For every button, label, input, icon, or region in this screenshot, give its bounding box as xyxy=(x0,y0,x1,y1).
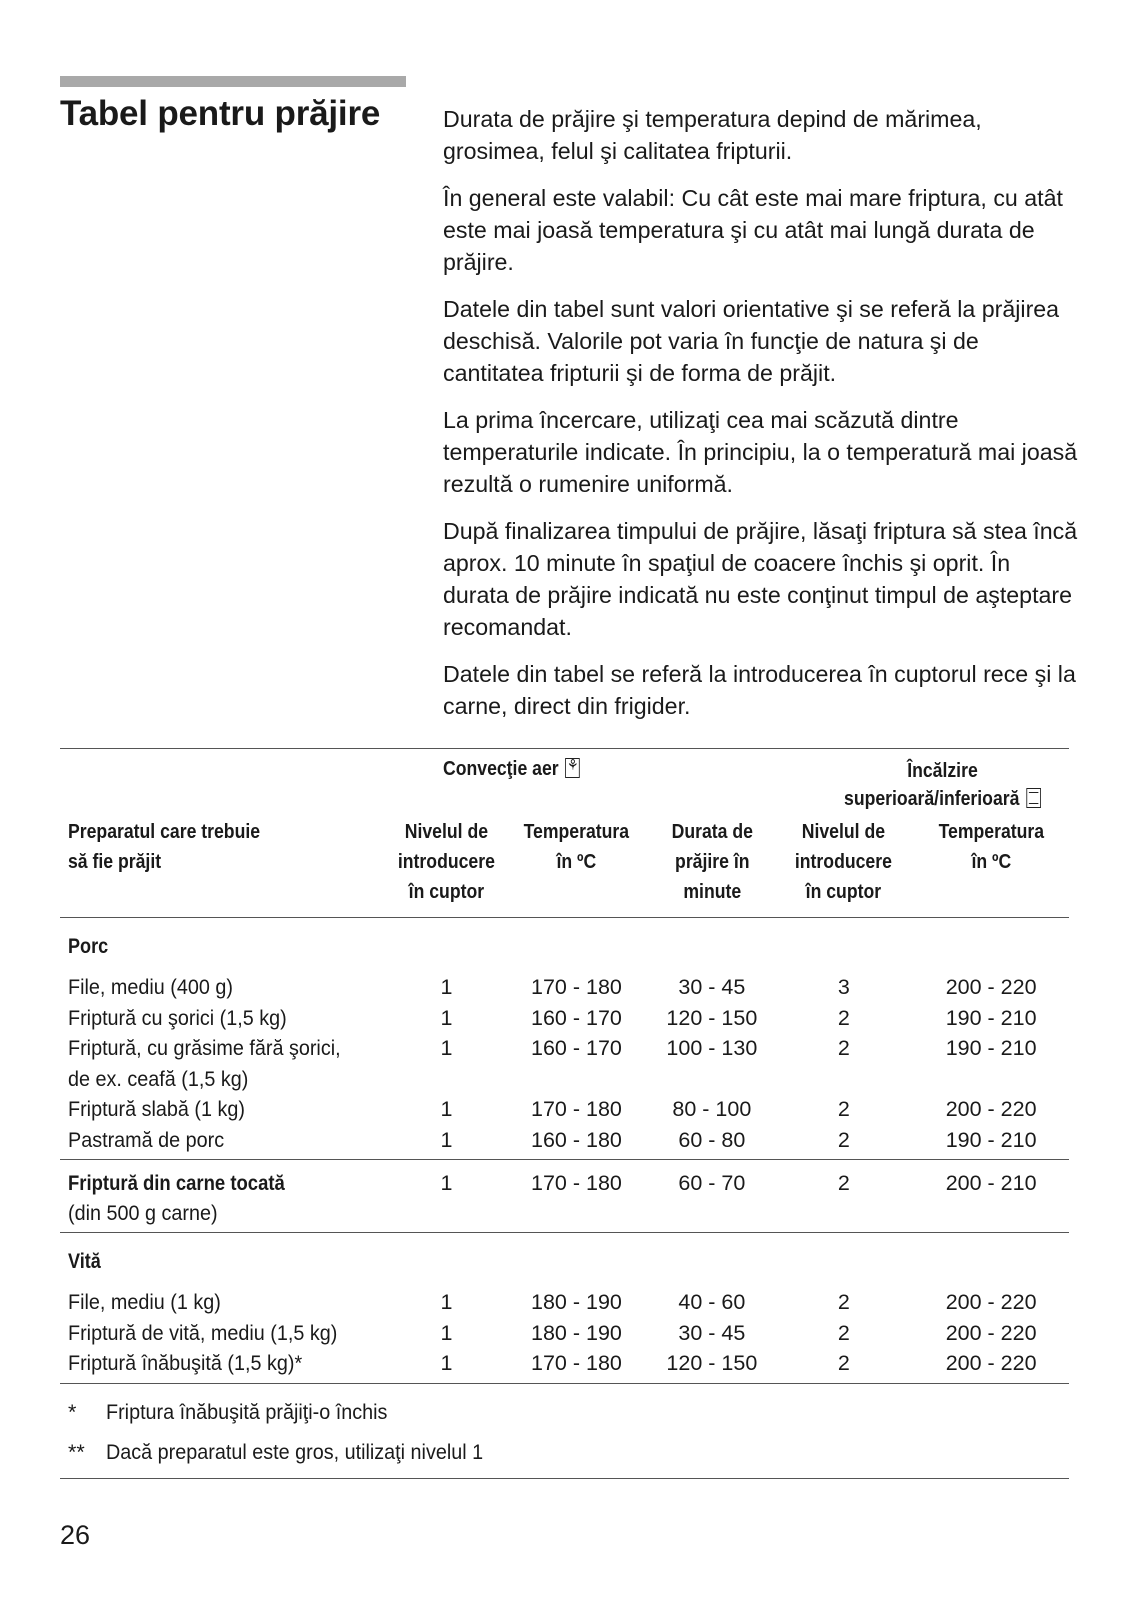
roasting-table xyxy=(60,748,1069,1479)
col-header-line: minute xyxy=(682,880,741,903)
cell-durata: 100 - 130 xyxy=(666,1036,758,1060)
table-group-header xyxy=(60,749,1069,817)
row-name: Pastramă de porc xyxy=(68,1127,225,1152)
cell-durata: 80 - 100 xyxy=(672,1097,752,1121)
col-header-line: prăjire în xyxy=(674,850,750,873)
cell-nivel-incalzire: 2 xyxy=(837,1320,850,1345)
row-name: File, mediu (400 g) xyxy=(68,975,233,999)
footnote xyxy=(60,1392,1069,1432)
cell-nivel-incalzire: 2 xyxy=(837,1036,850,1060)
col-header-line: Temperatura xyxy=(938,820,1044,843)
row-name: Friptură de vită, mediu (1,5 kg) xyxy=(68,1320,338,1345)
cell-temp-incalzire: 200 - 220 xyxy=(945,1290,1037,1314)
col-header-nivel-incalzire xyxy=(774,817,913,917)
fan-icon xyxy=(566,758,581,778)
intro-paragraph: La prima încercare, utilizaţi cea mai scăzută dintre temperaturile indicate. În principiu, la o temperatură mai joasă rezultă o rumenire uniformă. xyxy=(443,407,1078,497)
col-header-line: Nivelul de xyxy=(404,820,489,843)
footnote-mark: ** xyxy=(68,1439,85,1464)
table-row xyxy=(60,1348,1069,1379)
intro-paragraph: În general este valabil: Cu cât este mai mare friptura, cu atât este mai joasă temperatura şi cu atât mai lungă durata de prăjire. xyxy=(443,185,1063,275)
table-row xyxy=(60,1318,1069,1349)
intro-text xyxy=(443,103,1078,737)
page-number: 26 xyxy=(60,1520,91,1550)
group-header-incalzire xyxy=(828,757,1057,813)
col-header-line: în cuptor xyxy=(806,880,882,903)
row-name: Friptură cu şorici (1,5 kg) xyxy=(68,1005,287,1030)
cell-nivel-incalzire: 2 xyxy=(837,1351,850,1375)
cell-temp-convectie: 160 - 170 xyxy=(531,1036,622,1060)
intro-paragraph: După finalizarea timpului de prăjire, lăsaţi friptura să stea încă aprox. 10 minute în spaţiul de coacere închis şi oprit. În durata de prăjire indicată nu este conţinut timpul de aşteptare recomandat. xyxy=(443,518,1078,640)
footnote xyxy=(60,1432,1069,1472)
col-header-preparat xyxy=(60,817,389,917)
cell-nivel-incalzire: 3 xyxy=(837,975,850,999)
section-top-rule xyxy=(60,76,406,87)
cell-temp-incalzire: 190 - 210 xyxy=(945,1127,1037,1152)
cell-nivel-convectie: 1 xyxy=(440,1351,453,1375)
col-header-line: Nivelul de xyxy=(802,820,886,843)
footnote-mark: * xyxy=(68,1399,77,1424)
group-incalzire-label-1: Încălzire xyxy=(907,759,978,782)
cell-temp-incalzire: 200 - 220 xyxy=(945,975,1037,999)
col-header-line: introducere xyxy=(397,850,495,873)
cell-temp-incalzire: 190 - 210 xyxy=(945,1005,1037,1030)
row-name: Friptură înăbuşită (1,5 kg)* xyxy=(68,1351,303,1375)
cell-nivel-incalzire: 2 xyxy=(837,1005,850,1030)
table-row xyxy=(60,1168,1069,1228)
table-row xyxy=(60,1033,1069,1094)
cell-temp-convectie: 170 - 180 xyxy=(531,1097,622,1121)
row-name: File, mediu (1 kg) xyxy=(68,1290,221,1314)
col-header-line: introducere xyxy=(795,850,893,873)
cell-temp-incalzire: 200 - 220 xyxy=(945,1320,1037,1345)
row-name: Friptură slabă (1 kg) xyxy=(68,1097,245,1121)
section-minced xyxy=(60,1160,1069,1232)
rows-porc xyxy=(60,972,1069,1155)
table-bottom-rule xyxy=(60,1478,1069,1479)
cell-temp-convectie: 180 - 190 xyxy=(531,1320,622,1345)
intro-paragraph: Datele din tabel sunt valori orientative şi se referă la prăjirea deschisă. Valorile pot varia în funcţie de natura şi de cantitatea fripturii şi de forma de prăjit. xyxy=(443,296,1060,386)
col-header-durata xyxy=(649,817,774,917)
table-row xyxy=(60,1003,1069,1034)
section-porc xyxy=(60,918,1069,1159)
footnote-text: Friptura înăbuşită prăjiţi-o închis xyxy=(106,1399,388,1424)
table-row xyxy=(60,1287,1069,1318)
section-title-vita: Vită xyxy=(68,1250,101,1273)
cell-durata: 120 - 150 xyxy=(666,1005,758,1030)
col-header-line: Preparatul care trebuie xyxy=(68,820,261,843)
col-header-line: în cuptor xyxy=(408,880,485,903)
cell-durata: 40 - 60 xyxy=(678,1290,746,1314)
col-header-line: în ºC xyxy=(971,850,1011,873)
cell-nivel-convectie: 1 xyxy=(440,1290,453,1314)
cell-nivel-convectie: 1 xyxy=(440,1320,453,1345)
cell-nivel-incalzire: 2 xyxy=(837,1290,850,1314)
group-header-convectie xyxy=(443,757,580,781)
col-header-temp-incalzire xyxy=(913,817,1069,917)
table-column-headers xyxy=(60,817,1069,917)
cell-nivel-convectie: 1 xyxy=(440,1097,453,1121)
row-name: de ex. ceafă (1,5 kg) xyxy=(68,1066,249,1091)
footnotes xyxy=(60,1384,1069,1472)
group-incalzire-label-2: superioară/inferioară xyxy=(844,787,1020,810)
cell-temp-convectie: 160 - 170 xyxy=(531,1005,622,1030)
cell-durata: 120 - 150 xyxy=(666,1351,758,1375)
group-convectie-label: Convecţie aer xyxy=(443,757,559,780)
cell-temp-incalzire: 200 - 220 xyxy=(945,1351,1037,1375)
cell-nivel-convectie: 1 xyxy=(440,1171,453,1195)
cell-temp-convectie: 170 - 180 xyxy=(531,975,622,999)
cell-temp-convectie: 160 - 180 xyxy=(531,1127,622,1152)
col-header-nivel-convectie xyxy=(389,817,503,917)
footnote-text: Dacă preparatul este gros, utilizaţi nivelul 1 xyxy=(106,1439,484,1464)
row-name: Friptură din carne tocată xyxy=(68,1171,285,1195)
intro-paragraph: Durata de prăjire şi temperatura depind de mărimea, grosimea, felul şi calitatea fripturii. xyxy=(443,106,982,164)
cell-temp-convectie: 180 - 190 xyxy=(531,1290,622,1314)
intro-paragraph: Datele din tabel se referă la introducerea în cuptorul rece şi la carne, direct din frigider. xyxy=(443,661,1076,719)
table-row xyxy=(60,972,1069,1003)
section-title-porc: Porc xyxy=(68,935,109,958)
cell-temp-incalzire: 190 - 210 xyxy=(945,1036,1037,1060)
cell-nivel-convectie: 1 xyxy=(440,1005,453,1030)
cell-nivel-incalzire: 2 xyxy=(837,1127,850,1152)
cell-durata: 30 - 45 xyxy=(678,1320,746,1345)
col-header-line: să fie prăjit xyxy=(68,850,162,873)
col-header-line: Temperatura xyxy=(523,820,630,843)
cell-temp-incalzire: 200 - 210 xyxy=(945,1171,1037,1195)
col-header-line: în ºC xyxy=(556,850,597,873)
table-row xyxy=(60,1094,1069,1125)
cell-durata: 60 - 70 xyxy=(678,1171,746,1195)
cell-temp-convectie: 170 - 180 xyxy=(531,1171,622,1195)
cell-temp-incalzire: 200 - 220 xyxy=(945,1097,1037,1121)
col-header-temp-convectie xyxy=(504,817,650,917)
rows-vita xyxy=(60,1287,1069,1379)
row-name: Friptură, cu grăsime fără şorici, xyxy=(68,1036,341,1060)
section-vita xyxy=(60,1233,1069,1383)
row-name-sub: (din 500 g carne) xyxy=(68,1201,218,1225)
page-title: Tabel pentru prăjire xyxy=(60,94,381,133)
cell-durata: 60 - 80 xyxy=(678,1127,746,1152)
cell-nivel-incalzire: 2 xyxy=(837,1097,850,1121)
cell-nivel-convectie: 1 xyxy=(440,1036,453,1060)
cell-temp-convectie: 170 - 180 xyxy=(531,1351,622,1375)
cell-nivel-convectie: 1 xyxy=(440,1127,453,1152)
cell-nivel-incalzire: 2 xyxy=(837,1171,850,1195)
table-row xyxy=(60,1125,1069,1156)
cell-durata: 30 - 45 xyxy=(678,975,746,999)
col-header-line: Durata de xyxy=(671,820,753,843)
top-bottom-heat-icon xyxy=(1026,788,1041,808)
cell-nivel-convectie: 1 xyxy=(440,975,453,999)
